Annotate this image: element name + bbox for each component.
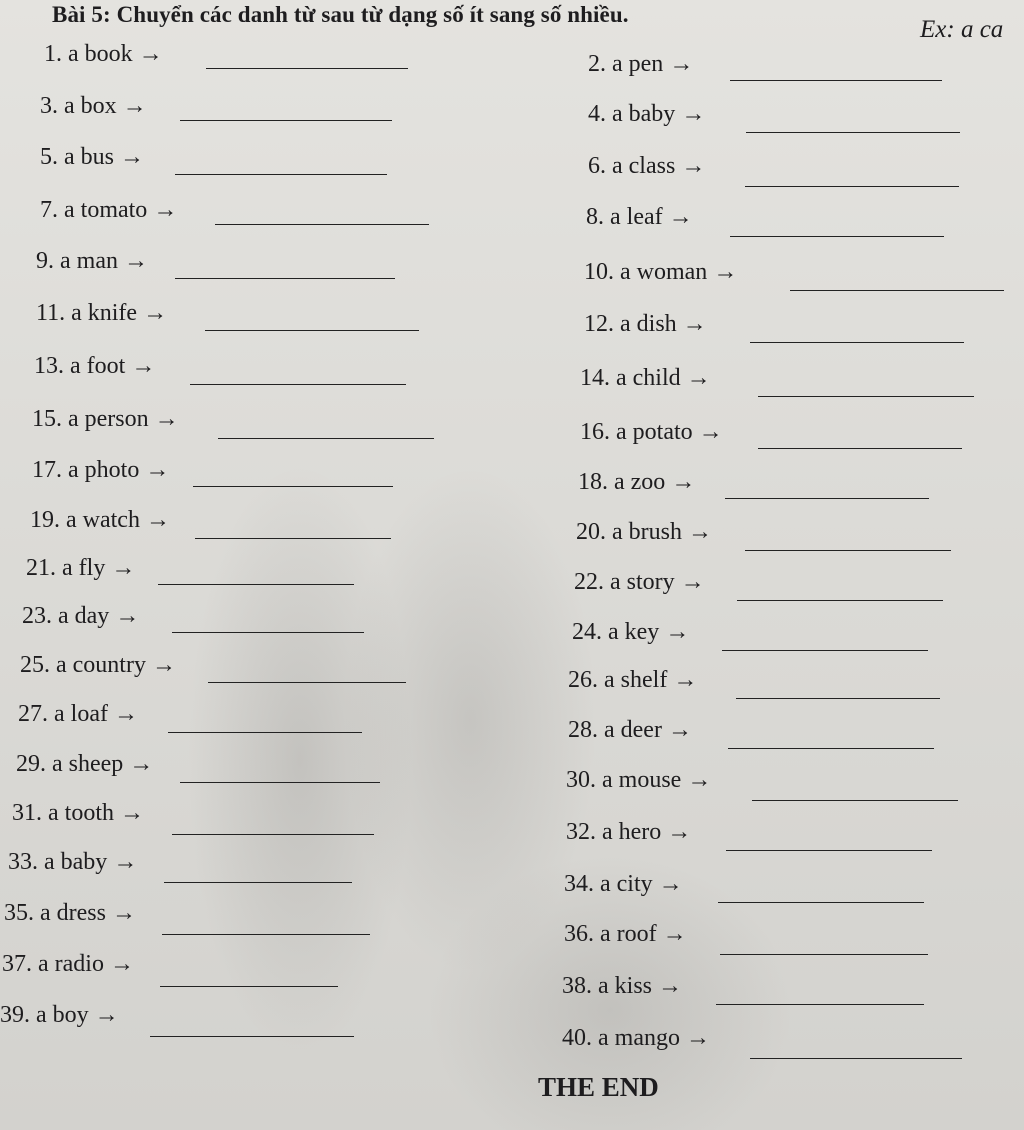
item-number: 3. [40,93,58,119]
exercise-item [568,716,692,744]
exercise-item [572,618,689,646]
answer-blank[interactable] [722,650,928,651]
exercise-item [568,666,697,694]
exercise-item [578,468,695,496]
answer-blank[interactable] [168,732,362,733]
exercise-item [576,518,712,546]
arrow-icon: → [686,365,711,391]
arrow-icon: → [667,717,692,743]
arrow-icon: → [667,819,692,845]
item-word: a dress [40,900,106,926]
arrow-icon: → [94,1002,119,1028]
arrow-icon: → [111,900,136,926]
item-number: 19. [30,507,60,533]
exercise-item [586,203,693,231]
answer-blank[interactable] [180,120,392,121]
item-number: 36. [564,921,594,947]
item-word: a radio [38,951,104,977]
item-number: 25. [20,652,50,678]
answer-blank[interactable] [175,278,395,279]
arrow-icon: → [680,569,705,595]
exercise-item [564,870,683,898]
exercise-heading: Bài 5: Chuyển các danh từ sau từ dạng số ít sang số nhiều. [52,2,629,27]
item-word: a day [58,603,110,629]
arrow-icon: → [129,751,154,777]
arrow-icon: → [131,353,156,379]
exercise-item [566,818,691,846]
exercise-item [566,766,711,794]
exercise-item [584,310,707,338]
answer-blank[interactable] [193,486,393,487]
item-number: 18. [578,469,608,495]
arrow-icon: → [113,849,138,875]
item-number: 33. [8,849,38,875]
answer-blank[interactable] [746,132,960,133]
exercise-item [562,1024,710,1052]
exercise-item [0,1001,119,1029]
item-number: 15. [32,406,62,432]
exercise-item [588,50,693,78]
item-word: a class [612,153,676,179]
arrow-icon: → [154,406,179,432]
exercise-item [26,554,135,582]
item-word: a man [60,248,118,274]
item-number: 37. [2,951,32,977]
item-word: a baby [44,849,108,875]
answer-blank[interactable] [752,800,958,801]
item-number: 11. [36,300,66,326]
item-word: a knife [71,300,138,326]
answer-blank[interactable] [180,782,380,783]
answer-blank[interactable] [750,342,964,343]
answer-blank[interactable] [730,80,942,81]
item-number: 5. [40,144,58,170]
item-word: a boy [36,1002,89,1028]
answer-blank[interactable] [758,448,962,449]
arrow-icon: → [662,921,687,947]
exercise-item [12,799,144,827]
item-number: 2. [588,51,606,77]
item-word: a shelf [604,667,668,693]
answer-blank[interactable] [726,850,932,851]
arrow-icon: → [120,144,144,170]
arrow-icon: → [681,101,706,127]
arrow-icon: → [682,311,707,337]
item-word: a bus [64,144,114,170]
item-word: a box [64,93,117,119]
answer-blank[interactable] [218,438,434,439]
answer-blank[interactable] [190,384,406,385]
item-number: 4. [588,101,606,127]
item-word: a hero [602,819,662,845]
item-number: 7. [40,197,58,223]
answer-blank[interactable] [737,600,943,601]
item-number: 20. [576,519,606,545]
arrow-icon: → [658,973,682,999]
arrow-icon: → [115,603,140,629]
arrow-icon: → [687,767,712,793]
arrow-icon: → [122,93,147,119]
item-number: 40. [562,1025,592,1051]
exercise-item [4,899,136,927]
arrow-icon: → [151,652,176,678]
exercise-item [36,299,167,327]
exercise-item [34,352,155,380]
arrow-icon: → [143,300,168,326]
item-word: a child [616,365,681,391]
exercise-item [580,364,711,392]
item-number: 1. [44,41,62,67]
item-number: 10. [584,259,614,285]
arrow-icon: → [713,259,738,285]
item-number: 30. [566,767,596,793]
answer-blank[interactable] [745,550,951,551]
arrow-icon: → [671,469,696,495]
item-word: a foot [70,353,126,379]
item-number: 9. [36,248,54,274]
item-word: a tomato [64,197,148,223]
arrow-icon: → [109,951,134,977]
answer-blank[interactable] [160,986,338,987]
item-number: 27. [18,701,48,727]
answer-blank[interactable] [730,236,944,237]
exercise-item [20,651,176,679]
item-word: a baby [612,101,676,127]
item-word: a potato [616,419,693,445]
arrow-icon: → [673,667,698,693]
exercise-item [44,40,163,68]
item-number: 17. [32,457,62,483]
arrow-icon: → [113,701,138,727]
item-word: a key [608,619,660,645]
item-number: 23. [22,603,52,629]
item-word: a story [610,569,675,595]
item-word: a person [68,406,149,432]
item-word: a sheep [52,751,124,777]
exercise-item [32,456,169,484]
exercise-item [564,920,687,948]
answer-blank[interactable] [720,954,928,955]
answer-blank[interactable] [758,396,974,397]
item-word: a city [600,871,653,897]
item-word: a loaf [54,701,108,727]
answer-blank[interactable] [725,498,929,499]
answer-blank[interactable] [175,174,387,175]
arrow-icon: → [668,204,693,230]
answer-blank[interactable] [790,290,1004,291]
item-number: 39. [0,1002,30,1028]
item-number: 12. [584,311,614,337]
exercise-item [40,143,144,171]
arrow-icon: → [123,248,148,274]
answer-blank[interactable] [162,934,370,935]
item-number: 8. [586,204,604,230]
item-number: 16. [580,419,610,445]
item-word: a leaf [610,204,663,230]
item-word: a book [68,41,133,67]
exercise-item [588,100,705,128]
exercise-item [16,750,153,778]
answer-blank[interactable] [195,538,391,539]
item-number: 14. [580,365,610,391]
arrow-icon: → [698,419,723,445]
arrow-icon: → [111,555,136,581]
answer-blank[interactable] [208,682,406,683]
item-word: a mouse [602,767,682,793]
answer-blank[interactable] [736,698,940,699]
item-word: a brush [612,519,682,545]
item-number: 38. [562,973,592,999]
item-number: 22. [574,569,604,595]
answer-blank[interactable] [164,882,352,883]
arrow-icon: → [685,1025,710,1051]
item-word: a zoo [614,469,666,495]
item-number: 34. [564,871,594,897]
answer-blank[interactable] [750,1058,962,1059]
arrow-icon: → [153,197,178,223]
item-number: 35. [4,900,34,926]
item-word: a dish [620,311,677,337]
item-word: a tooth [48,800,114,826]
item-number: 21. [26,555,56,581]
exercise-item [2,950,134,978]
answer-blank[interactable] [158,584,354,585]
item-number: 26. [568,667,598,693]
exercise-item [32,405,179,433]
arrow-icon: → [145,507,170,533]
item-word: a mango [598,1025,680,1051]
arrow-icon: → [681,153,706,179]
item-number: 28. [568,717,598,743]
arrow-icon: → [669,51,694,77]
item-word: a country [56,652,146,678]
item-number: 29. [16,751,46,777]
answer-blank[interactable] [205,330,419,331]
exercise-item [40,196,177,224]
answer-blank[interactable] [150,1036,354,1037]
item-word: a woman [620,259,708,285]
exercise-item [22,602,139,630]
arrow-icon: → [120,800,144,826]
item-number: 31. [12,800,42,826]
exercise-item [18,700,138,728]
exercise-item [36,247,148,275]
answer-blank[interactable] [206,68,408,69]
item-number: 6. [588,153,606,179]
exercise-item [562,972,682,1000]
item-number: 32. [566,819,596,845]
arrow-icon: → [138,41,163,67]
exercise-item [574,568,705,596]
answer-blank[interactable] [215,224,429,225]
item-word: a roof [600,921,657,947]
arrow-icon: → [658,871,683,897]
exercise-item [40,92,147,120]
exercise-item [580,418,723,446]
answer-blank[interactable] [172,834,374,835]
item-word: a photo [68,457,140,483]
answer-blank[interactable] [172,632,364,633]
arrow-icon: → [687,519,712,545]
the-end-label: THE END [538,1072,659,1102]
item-word: a kiss [598,973,652,999]
item-number: 13. [34,353,64,379]
item-word: a deer [604,717,662,743]
answer-blank[interactable] [728,748,934,749]
answer-blank[interactable] [716,1004,924,1005]
arrow-icon: → [665,619,690,645]
exercise-item [30,506,170,534]
item-word: a fly [62,555,106,581]
example-text: Ex: a ca [920,16,1004,43]
answer-blank[interactable] [745,186,959,187]
exercise-item [584,258,737,286]
exercise-item [588,152,705,180]
arrow-icon: → [145,457,170,483]
item-word: a watch [66,507,140,533]
item-number: 24. [572,619,602,645]
answer-blank[interactable] [718,902,924,903]
exercise-item [8,848,137,876]
item-word: a pen [612,51,664,77]
